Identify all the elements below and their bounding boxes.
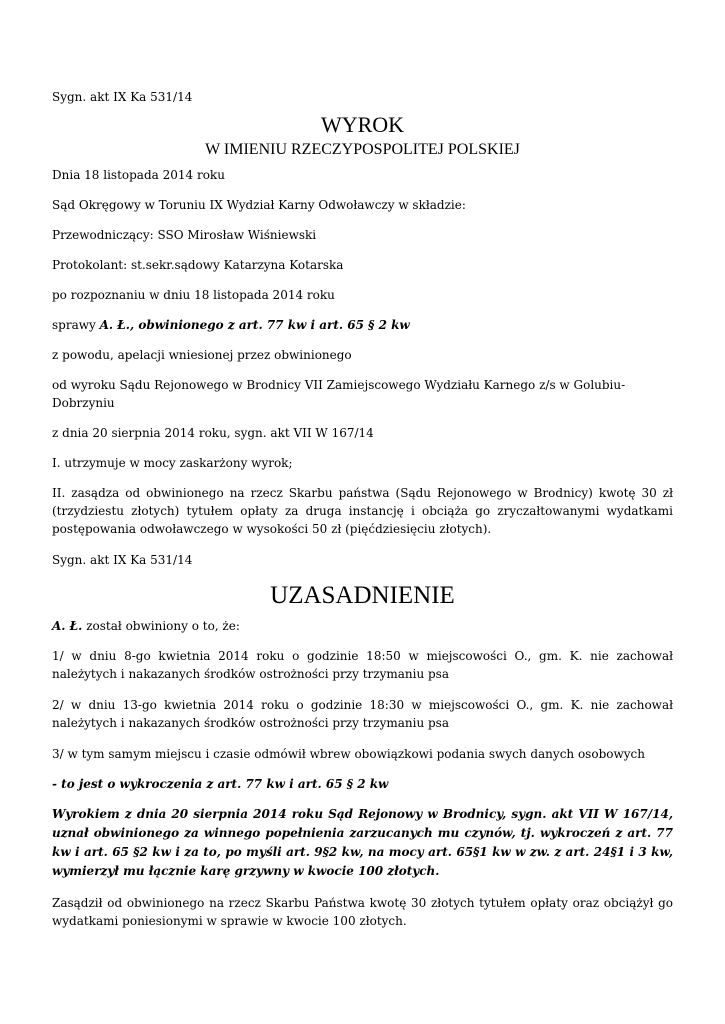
- case-description: [52, 316, 673, 334]
- document-subtitle: W IMIENIU RZECZYPOSPOLITEJ POLSKIEJ: [205, 141, 520, 158]
- ruling-point-1: I. utrzymuje w mocy zaskarżony wyrok;: [52, 456, 293, 470]
- document-page: [52, 88, 673, 943]
- court-composition: Sąd Okręgowy w Toruniu IX Wydział Karny Odwoławczy w składzie:: [52, 198, 466, 212]
- case-prefix: sprawy: [52, 318, 100, 332]
- appeal-reason: z powodu, apelacji wniesionej przez obwinionego: [52, 348, 352, 362]
- hearing-date: po rozpoznaniu w dniu 18 listopada 2014 roku: [52, 288, 335, 302]
- charges-intro: [52, 617, 673, 635]
- document-title: WYROK: [320, 112, 405, 137]
- justification-title: UZASADNIENIE: [270, 582, 455, 609]
- case-defendant: A. Ł., obwinionego z art. 77 kw i art. 65 § 2 kw: [99, 318, 410, 332]
- defendant-name: A. Ł.: [52, 619, 83, 633]
- charge-3: 3/ w tym samym miejscu i czasie odmówił wbrew obowiązkowi podania swych danych osobowych: [52, 747, 645, 761]
- presiding-judge: Przewodniczący: SSO Mirosław Wiśniewski: [52, 228, 317, 242]
- charges-intro-text: został obwiniony o to, że:: [82, 619, 240, 633]
- case-signature: Sygn. akt IX Ka 531/14: [52, 90, 193, 104]
- legal-qualification: - to jest o wykroczenia z art. 77 kw i art. 65 § 2 kw: [52, 777, 389, 791]
- court-clerk: Protokolant: st.sekr.sądowy Katarzyna Kotarska: [52, 258, 344, 272]
- costs-ruling: Zasądził od obwinionego na rzecz Skarbu Państwa kwotę 30 złotych tytułem opłaty oraz obciążył go wydatkami poniesionymi w sprawie w kwocie 100 złotych.: [52, 896, 673, 928]
- charge-2: 2/ w dniu 13-go kwietnia 2014 roku o godzinie 18:30 w miejscowości O., gm. K. nie zachował należytych i nakazanych środków ostrożności przy trzymaniu psa: [52, 698, 673, 730]
- first-instance-judgment: Wyrokiem z dnia 20 sierpnia 2014 roku Sąd Rejonowy w Brodnicy, sygn. akt VII W 167/14, uznał obwinionego za winnego popełnienia zarzucanych mu czynów, tj. wykroczeń z art. 77 kw i art. 65 §2 kw i za to, po myśli art. 9§2 kw, na mocy art. 65§1 kw w zw. z art. 24§1 i 3 kw, wymierzył mu łącznie karę grzywny w kwocie 100 złotych.: [52, 807, 673, 878]
- appealed-judgment: od wyroku Sądu Rejonowego w Brodnicy VII Zamiejscowego Wydziału Karnego z/s w Golubiu-Dobrzyniu: [52, 378, 626, 410]
- appealed-judgment-date: z dnia 20 sierpnia 2014 roku, sygn. akt VII W 167/14: [52, 426, 374, 440]
- verdict-date: Dnia 18 listopada 2014 roku: [52, 168, 225, 182]
- justification-signature: Sygn. akt IX Ka 531/14: [52, 553, 193, 567]
- charge-1: 1/ w dniu 8-go kwietnia 2014 roku o godzinie 18:50 w miejscowości O., gm. K. nie zachował należytych i nakazanych środków ostrożności przy trzymaniu psa: [52, 649, 673, 681]
- ruling-point-2: II. zasądza od obwinionego na rzecz Skarbu państwa (Sądu Rejonowego w Brodnicy) kwotę 30 zł (trzydziestu złotych) tytułem opłaty za druga instancję i obciąża go zryczałtowanymi wydatkami postępowania odwoławczego w wysokości 50 zł (pięćdziesięciu złotych).: [52, 486, 673, 536]
